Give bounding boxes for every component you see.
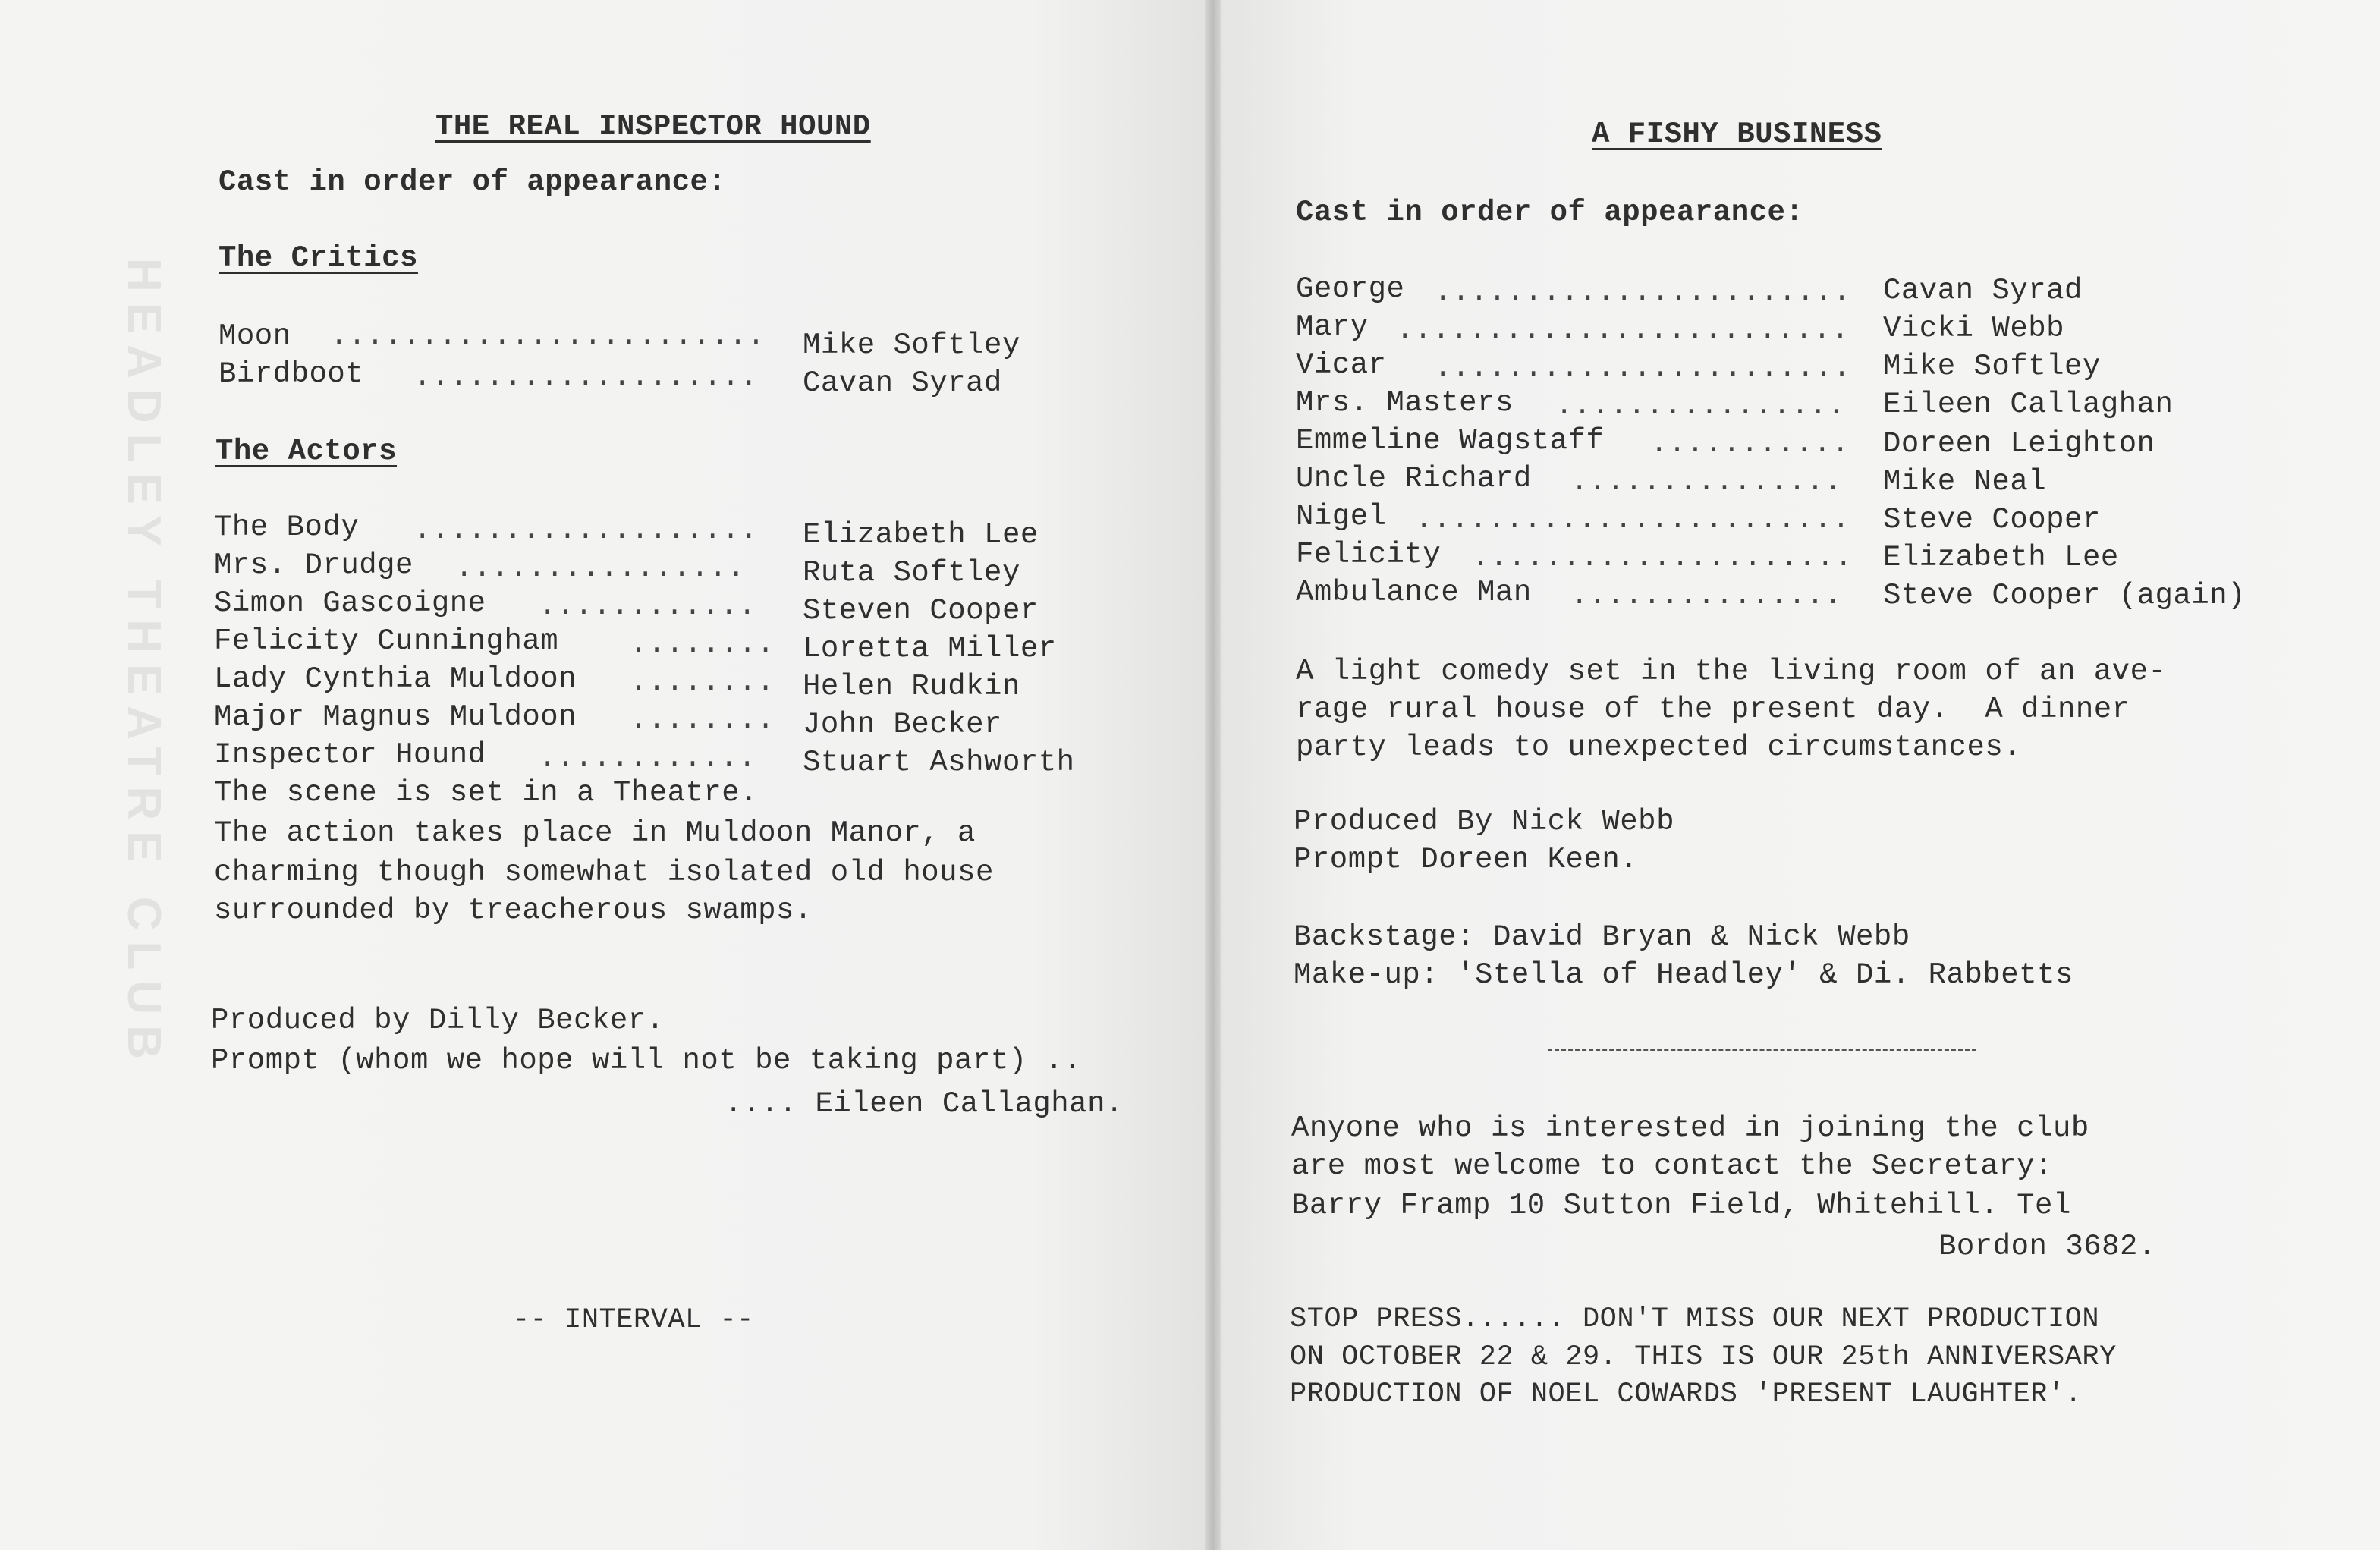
dot-leader: .........................	[1396, 313, 1850, 347]
cast-actor: Cavan Syrad	[1883, 274, 2083, 307]
cast-role: Felicity	[1296, 538, 1442, 571]
backstage-credit: Backstage: David Bryan & Nick Webb	[1294, 920, 1910, 954]
scene-line: The action takes place in Muldoon Manor, a	[214, 816, 976, 850]
actor-name: Stuart Ashworth	[803, 746, 1075, 779]
actor-name: Steven Cooper	[803, 594, 1039, 627]
cast-role: Mrs. Masters	[1296, 386, 1514, 420]
dot-leader: ........................	[1415, 503, 1850, 536]
cast-actor: Mike Softley	[1883, 350, 2101, 383]
club-watermark: HEADLEY THEATRE CLUB	[118, 258, 170, 1070]
right-produced: Produced By Nick Webb	[1294, 805, 1674, 838]
synopsis-line: A light comedy set in the living room of an ave-	[1296, 655, 2167, 688]
actor-name: Helen Rudkin	[803, 670, 1020, 703]
critic-actor: Mike Softley	[803, 329, 1020, 362]
actor-role: Major Magnus Muldoon	[214, 700, 577, 734]
dot-leader: ...............	[1570, 579, 1843, 612]
dot-leader: ...................	[413, 360, 759, 394]
critic-role: Moon	[219, 319, 291, 353]
cast-actor: Mike Neal	[1883, 465, 2047, 498]
cast-role: Mary	[1296, 310, 1369, 344]
club-phone: Bordon 3682.	[1938, 1230, 2156, 1263]
cast-actor: Steve Cooper	[1883, 503, 2101, 536]
actor-role: Felicity Cunningham	[214, 624, 559, 658]
cast-role: Uncle Richard	[1296, 462, 1532, 495]
dot-leader: ................	[1555, 389, 1846, 423]
cast-role: Ambulance Man	[1296, 576, 1532, 609]
stop-press-line: ON OCTOBER 22 & 29. THIS IS OUR 25th ANNIVERSARY	[1290, 1341, 2117, 1373]
cast-actor: Elizabeth Lee	[1883, 541, 2119, 574]
actor-role: Mrs. Drudge	[214, 549, 413, 582]
dot-leader: ...................	[413, 514, 759, 547]
dot-leader: ............	[539, 590, 756, 623]
cast-role: Nigel	[1296, 500, 1387, 533]
actor-role: The Body	[214, 511, 360, 544]
scene-line: charming though somewhat isolated old house	[214, 856, 994, 889]
dot-leader: ................	[455, 552, 746, 585]
cast-role: George	[1296, 272, 1405, 306]
dot-leader: ...........	[1650, 427, 1850, 461]
cast-actor: Vicki Webb	[1883, 312, 2065, 345]
stop-press-line: STOP PRESS...... DON'T MISS OUR NEXT PRODUCTION	[1290, 1303, 2100, 1335]
actor-role: Lady Cynthia Muldoon	[214, 662, 577, 696]
critic-actor: Cavan Syrad	[803, 366, 1002, 400]
scene-line: surrounded by treacherous swamps.	[214, 894, 813, 927]
stop-press-line: PRODUCTION OF NOEL COWARDS 'PRESENT LAUGHTER'.	[1290, 1379, 2083, 1410]
left-prompt-line1: Prompt (whom we hope will not be taking part) ..	[211, 1044, 1082, 1077]
dot-leader: .......................	[1434, 351, 1851, 385]
club-line: are most welcome to contact the Secretary:	[1291, 1149, 2053, 1183]
actor-name: Elizabeth Lee	[803, 518, 1039, 552]
cast-actor: Doreen Leighton	[1883, 427, 2155, 461]
critics-heading: The Critics	[219, 241, 418, 275]
dot-leader: ............	[539, 741, 756, 775]
makeup-credit: Make-up: 'Stella of Headley' & Di. Rabbetts	[1294, 958, 2073, 992]
dot-leader: ........	[630, 627, 775, 661]
left-title: THE REAL INSPECTOR HOUND	[435, 110, 871, 143]
right-cast-heading: Cast in order of appearance:	[1296, 196, 1804, 229]
dot-leader: ........	[630, 703, 775, 737]
right-prompt: Prompt Doreen Keen.	[1294, 843, 1639, 876]
section-divider	[1548, 1049, 1976, 1051]
actor-role: Inspector Hound	[214, 738, 486, 772]
cast-actor: Steve Cooper (again)	[1883, 579, 2246, 612]
dot-leader: ...............	[1570, 465, 1843, 498]
synopsis-line: rage rural house of the present day. A dinner	[1296, 693, 2130, 726]
right-title: A FISHY BUSINESS	[1592, 118, 1882, 151]
dot-leader: ........................	[330, 319, 766, 353]
cast-actor: Eileen Callaghan	[1883, 388, 2174, 421]
cast-role: Vicar	[1296, 348, 1387, 382]
critic-role: Birdboot	[219, 357, 364, 391]
scene-line: The scene is set in a Theatre.	[214, 776, 759, 810]
dot-leader: .......................	[1434, 275, 1851, 309]
dot-leader: ........	[630, 665, 775, 699]
actors-heading: The Actors	[215, 435, 398, 468]
synopsis-line: party leads to unexpected circumstances.	[1296, 731, 2022, 764]
page-gutter	[1205, 0, 1221, 1550]
left-prompt-line2: .... Eileen Callaghan.	[725, 1087, 1124, 1121]
club-line: Barry Framp 10 Sutton Field, Whitehill. Tel	[1291, 1189, 2071, 1222]
left-produced: Produced by Dilly Becker.	[211, 1004, 665, 1037]
actor-role: Simon Gascoigne	[214, 586, 486, 620]
interval-label: -- INTERVAL --	[513, 1304, 754, 1336]
actor-name: Ruta Softley	[803, 556, 1020, 590]
actor-name: John Becker	[803, 708, 1002, 741]
left-cast-heading: Cast in order of appearance:	[219, 165, 727, 199]
cast-role: Emmeline Wagstaff	[1296, 424, 1605, 457]
actor-name: Loretta Miller	[803, 632, 1057, 665]
club-line: Anyone who is interested in joining the club	[1291, 1111, 2089, 1145]
dot-leader: .....................	[1472, 541, 1853, 574]
